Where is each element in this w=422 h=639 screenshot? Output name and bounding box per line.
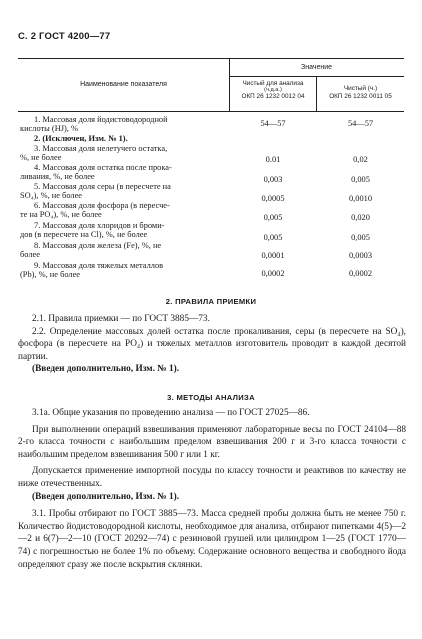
page-header: С. 2 ГОСТ 4200—77 [18,31,111,42]
table-row-name: 8. Массовая доля железа (Fe), %, не более [20,241,162,260]
table-row-name: 5. Массовая доля серы (в пересчете на SO₄), %, не более [20,182,171,201]
table-value-cda: 54—57 [260,119,286,128]
column-header-c: Чистый (ч.) ОКП 26 1232 0011 05 [329,85,392,100]
table-row-name: 4. Массовая доля остатка после прока- ливания, %, не более [20,163,172,182]
table-header-rule [18,111,404,112]
section-2-body: 2.1. Правила приемки — по ГОСТ 3885—73. 2.2. Определение массовых долей остатка после прокаливания, серы (в пересчете на SO₄), фосфора (в пересчете на PO₄) и тяжелых металлов изготовитель проводит в каждой десятой партии. (Введен дополнительно, Изм. № 1). [18,314,406,375]
table-value-c: 0,005 [351,233,370,242]
table-value-c: 54—57 [347,119,374,128]
table-value-cda: 0,0005 [261,194,285,203]
section-3-title: 3. МЕТОДЫ АНАЛИЗА [167,393,255,402]
table-value-c: 0,0002 [348,269,373,278]
table-value-c: 0,02 [353,155,368,164]
table-value-cda: 0,005 [263,233,283,242]
table-top-rule [18,58,404,59]
specifications-table [18,58,404,290]
table-row-name: 2. (Исключен, Изм. № 1). [34,134,128,143]
table-value-cda: 0,003 [263,175,283,184]
table-row-name: 3. Массовая доля нелетучего остатка, %, не более [20,144,168,163]
table-row-name: 1. Массовая доля йодистоводородной кислоты (HJ), % [20,115,168,134]
table-row-name: 7. Массовая доля хлоридов и броми- дов (в пересчете на Cl), %, не более [20,221,165,240]
table-value-cda: 0,0001 [261,251,285,260]
column-header-cda: Чистый для анализа (ч.д.а.) ОКП 26 1232 0012 04 [241,80,305,101]
table-value-c: 0,005 [351,175,370,184]
column-header-value: Значение [300,64,333,71]
section-3-body: 3.1а. Общие указания по проведению анализа — по ГОСТ 27025—86. При выполнении операций взвешивания применяют лабораторные весы по ГОСТ 24104—88 2-го класса точности с наибольшим пределом взвешивания 200 г и 3-го класса точности с наибольшим пределом взвешивания 500 г или 1 кг. Допускается применение импортной посуды по классу точности и реактивов по качеству не ниже отечественных. (Введен дополнительно, Изм. № 1). 3.1. Пробы отбирают по ГОСТ 3885—73. Масса средней пробы должна быть не менее 750 г. Количество йодистоводородной кислоты, необходимое для анализа, отбирают пипетками 4(5)—2—2 и 6(7)—2—10 (ГОСТ 20292—74) с резиновой грушей или цилиндром 1—25 (ГОСТ 1770—74) с погрешностью не более 1% по объему. Содержание основного вещества и свободного йода определяют сразу же после вскрытия склянки. [18,408,406,570]
table-row-name: 9. Массовая доля тяжелых металлов (Pb), %, не более [20,261,164,280]
table-value-cda: 0,0002 [261,269,285,278]
section-2-title: 2. ПРАВИЛА ПРИЕМКИ [165,297,257,306]
table-row-name: 6. Массовая доля фосфора (в пересче- те на PO₄), %, не более [20,201,170,220]
table-value-c: 0,0010 [348,194,373,203]
table-value-c: 0,0003 [348,251,373,260]
table-value-c: 0,020 [351,213,370,222]
table-value-cda: 0.01 [265,155,281,164]
column-header-name: Наименование показателя [80,81,167,88]
table-value-cda: 0,005 [263,213,283,222]
